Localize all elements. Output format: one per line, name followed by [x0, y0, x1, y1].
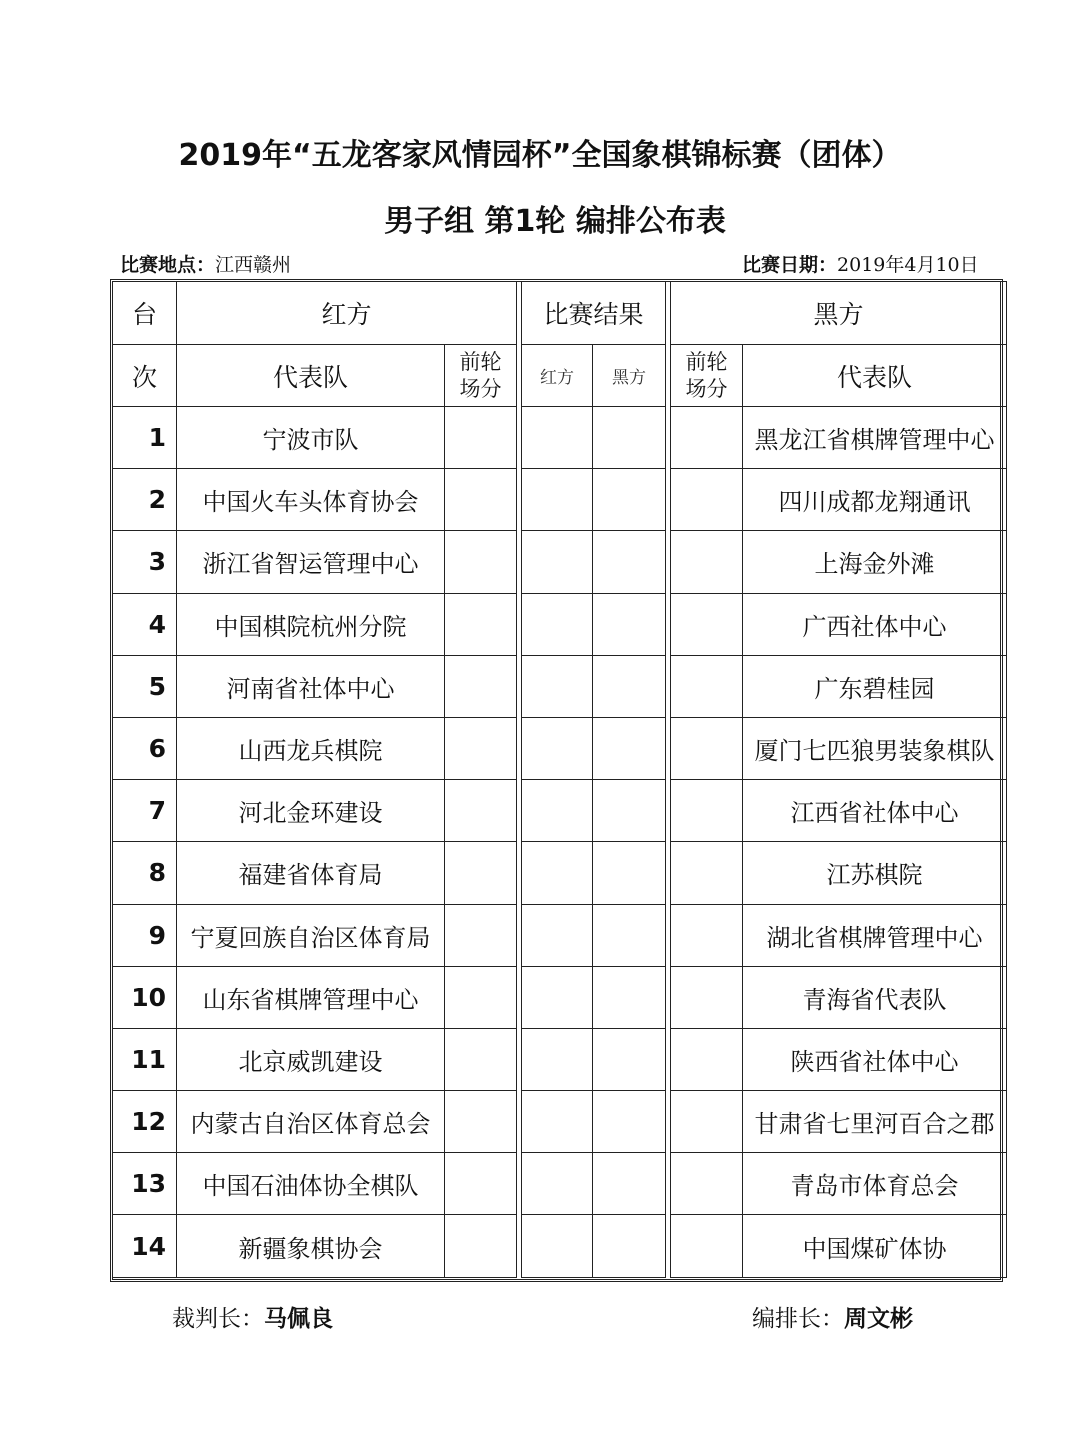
table-row — [113, 469, 1007, 531]
result-black-header: 黑方 — [593, 345, 666, 407]
red-team-name: 河北金环建设 — [177, 780, 445, 842]
result-black-cell — [593, 904, 666, 966]
result-red-cell — [522, 531, 593, 593]
table-row — [113, 717, 1007, 779]
result-black-cell — [593, 531, 666, 593]
result-black-cell — [593, 1153, 666, 1215]
black-team-name: 广西社体中心 — [743, 593, 1007, 655]
scheduler-name: 周文彬 — [844, 1305, 913, 1332]
red-prev-score-cell — [445, 780, 517, 842]
red-team-header: 代表队 — [177, 345, 445, 407]
venue-line — [120, 250, 291, 277]
result-black-cell — [593, 407, 666, 469]
black-team-name: 黑龙江省棋牌管理中心 — [743, 407, 1007, 469]
result-red-cell — [522, 469, 593, 531]
result-black-cell — [593, 717, 666, 779]
black-prev-score-cell — [671, 1215, 743, 1277]
red-team-name: 山西龙兵棋院 — [177, 717, 445, 779]
red-team-name: 内蒙古自治区体育总会 — [177, 1091, 445, 1153]
result-black-cell — [593, 1215, 666, 1277]
board-header-top: 台 — [113, 282, 177, 345]
red-team-name: 宁夏回族自治区体育局 — [177, 904, 445, 966]
black-prev-score-cell — [671, 842, 743, 904]
black-team-name: 江苏棋院 — [743, 842, 1007, 904]
red-prev-score-cell — [445, 1091, 517, 1153]
result-black-cell — [593, 1028, 666, 1090]
red-prev-score-cell — [445, 531, 517, 593]
board-number: 1 — [113, 407, 177, 469]
black-team-name: 中国煤矿体协 — [743, 1215, 1007, 1277]
black-team-name: 上海金外滩 — [743, 531, 1007, 593]
red-prev-score-cell — [445, 966, 517, 1028]
board-number: 5 — [113, 655, 177, 717]
red-team-name: 北京威凯建设 — [177, 1028, 445, 1090]
red-prev-score-cell — [445, 655, 517, 717]
venue-value: 江西赣州 — [215, 254, 292, 276]
result-red-header: 红方 — [522, 345, 593, 407]
prev-score-line1: 前轮 — [459, 349, 502, 374]
black-prev-score-cell — [671, 531, 743, 593]
black-team-name: 陕西省社体中心 — [743, 1028, 1007, 1090]
black-team-name: 青岛市体育总会 — [743, 1153, 1007, 1215]
chief-referee-name: 马佩良 — [264, 1305, 333, 1332]
table-row — [113, 593, 1007, 655]
table-row — [113, 655, 1007, 717]
black-prev-score-header — [671, 345, 743, 407]
table-row — [113, 904, 1007, 966]
black-team-name: 甘肃省七里河百合之郡 — [743, 1091, 1007, 1153]
result-black-cell — [593, 780, 666, 842]
result-black-cell — [593, 1091, 666, 1153]
chief-referee-label: 裁判长： — [172, 1306, 264, 1332]
black-prev-score-cell — [671, 904, 743, 966]
red-side-header: 红方 — [177, 282, 517, 345]
date-label: 比赛日期： — [742, 254, 838, 276]
table-row — [113, 1028, 1007, 1090]
board-number: 13 — [113, 1153, 177, 1215]
red-team-name: 宁波市队 — [177, 407, 445, 469]
red-team-name: 中国火车头体育协会 — [177, 469, 445, 531]
result-red-cell — [522, 717, 593, 779]
black-prev-score-cell — [671, 1028, 743, 1090]
scheduler-line — [752, 1300, 913, 1333]
black-prev-score-cell — [671, 1153, 743, 1215]
result-red-cell — [522, 655, 593, 717]
black-side-header: 黑方 — [671, 282, 1007, 345]
board-number: 6 — [113, 717, 177, 779]
board-number: 12 — [113, 1091, 177, 1153]
prev-score-line2: 场分 — [459, 376, 502, 401]
prev-score-line1: 前轮 — [685, 349, 728, 374]
table-row — [113, 1215, 1007, 1277]
board-number: 7 — [113, 780, 177, 842]
header-row-bottom — [113, 345, 1007, 407]
board-number: 10 — [113, 966, 177, 1028]
board-number: 3 — [113, 531, 177, 593]
table-row — [113, 842, 1007, 904]
result-red-cell — [522, 593, 593, 655]
black-team-name: 广东碧桂园 — [743, 655, 1007, 717]
black-prev-score-cell — [671, 780, 743, 842]
table-row — [113, 966, 1007, 1028]
red-team-name: 新疆象棋协会 — [177, 1215, 445, 1277]
red-team-name: 福建省体育局 — [177, 842, 445, 904]
result-red-cell — [522, 1028, 593, 1090]
result-black-cell — [593, 593, 666, 655]
black-prev-score-cell — [671, 1091, 743, 1153]
document-subtitle: 男子组 第1轮 编排公布表 — [384, 204, 726, 239]
red-prev-score-cell — [445, 842, 517, 904]
result-red-cell — [522, 1091, 593, 1153]
chief-referee-line — [172, 1300, 333, 1333]
black-prev-score-cell — [671, 966, 743, 1028]
black-team-name: 江西省社体中心 — [743, 780, 1007, 842]
result-red-cell — [522, 842, 593, 904]
document-title: 2019年“五龙客家风情园杯”全国象棋锦标赛（团体） — [178, 138, 902, 173]
result-red-cell — [522, 407, 593, 469]
pairing-table — [112, 281, 1007, 1278]
red-team-name: 山东省棋牌管理中心 — [177, 966, 445, 1028]
red-prev-score-cell — [445, 1153, 517, 1215]
red-prev-score-cell — [445, 407, 517, 469]
black-team-name: 四川成都龙翔通讯 — [743, 469, 1007, 531]
red-team-name: 中国棋院杭州分院 — [177, 593, 445, 655]
table-row — [113, 780, 1007, 842]
black-team-name: 厦门七匹狼男装象棋队 — [743, 717, 1007, 779]
black-prev-score-cell — [671, 407, 743, 469]
red-prev-score-cell — [445, 1215, 517, 1277]
table-row — [113, 1091, 1007, 1153]
red-team-name: 河南省社体中心 — [177, 655, 445, 717]
red-prev-score-cell — [445, 717, 517, 779]
red-prev-score-cell — [445, 469, 517, 531]
result-black-cell — [593, 966, 666, 1028]
result-red-cell — [522, 1215, 593, 1277]
result-red-cell — [522, 780, 593, 842]
date-value: 2019年4月10日 — [837, 254, 979, 276]
result-header: 比赛结果 — [522, 282, 666, 345]
board-number: 11 — [113, 1028, 177, 1090]
result-red-cell — [522, 1153, 593, 1215]
result-black-cell — [593, 842, 666, 904]
result-red-cell — [522, 966, 593, 1028]
table-row — [113, 407, 1007, 469]
scheduler-label: 编排长： — [752, 1306, 844, 1332]
date-line — [742, 250, 979, 277]
table-row — [113, 1153, 1007, 1215]
board-header-bottom: 次 — [113, 345, 177, 407]
result-black-cell — [593, 655, 666, 717]
prev-score-line2: 场分 — [685, 376, 728, 401]
black-team-name: 青海省代表队 — [743, 966, 1007, 1028]
red-team-name: 浙江省智运管理中心 — [177, 531, 445, 593]
board-number: 9 — [113, 904, 177, 966]
black-team-header: 代表队 — [743, 345, 1007, 407]
venue-label: 比赛地点： — [120, 254, 216, 276]
red-prev-score-cell — [445, 593, 517, 655]
board-number: 8 — [113, 842, 177, 904]
red-prev-score-cell — [445, 904, 517, 966]
red-prev-score-cell — [445, 1028, 517, 1090]
board-number: 2 — [113, 469, 177, 531]
black-team-name: 湖北省棋牌管理中心 — [743, 904, 1007, 966]
black-prev-score-cell — [671, 593, 743, 655]
table-row — [113, 531, 1007, 593]
board-number: 4 — [113, 593, 177, 655]
result-black-cell — [593, 469, 666, 531]
black-prev-score-cell — [671, 655, 743, 717]
red-prev-score-header — [445, 345, 517, 407]
result-red-cell — [522, 904, 593, 966]
black-prev-score-cell — [671, 469, 743, 531]
black-prev-score-cell — [671, 717, 743, 779]
board-number: 14 — [113, 1215, 177, 1277]
header-row-top — [113, 282, 1007, 345]
red-team-name: 中国石油体协全棋队 — [177, 1153, 445, 1215]
